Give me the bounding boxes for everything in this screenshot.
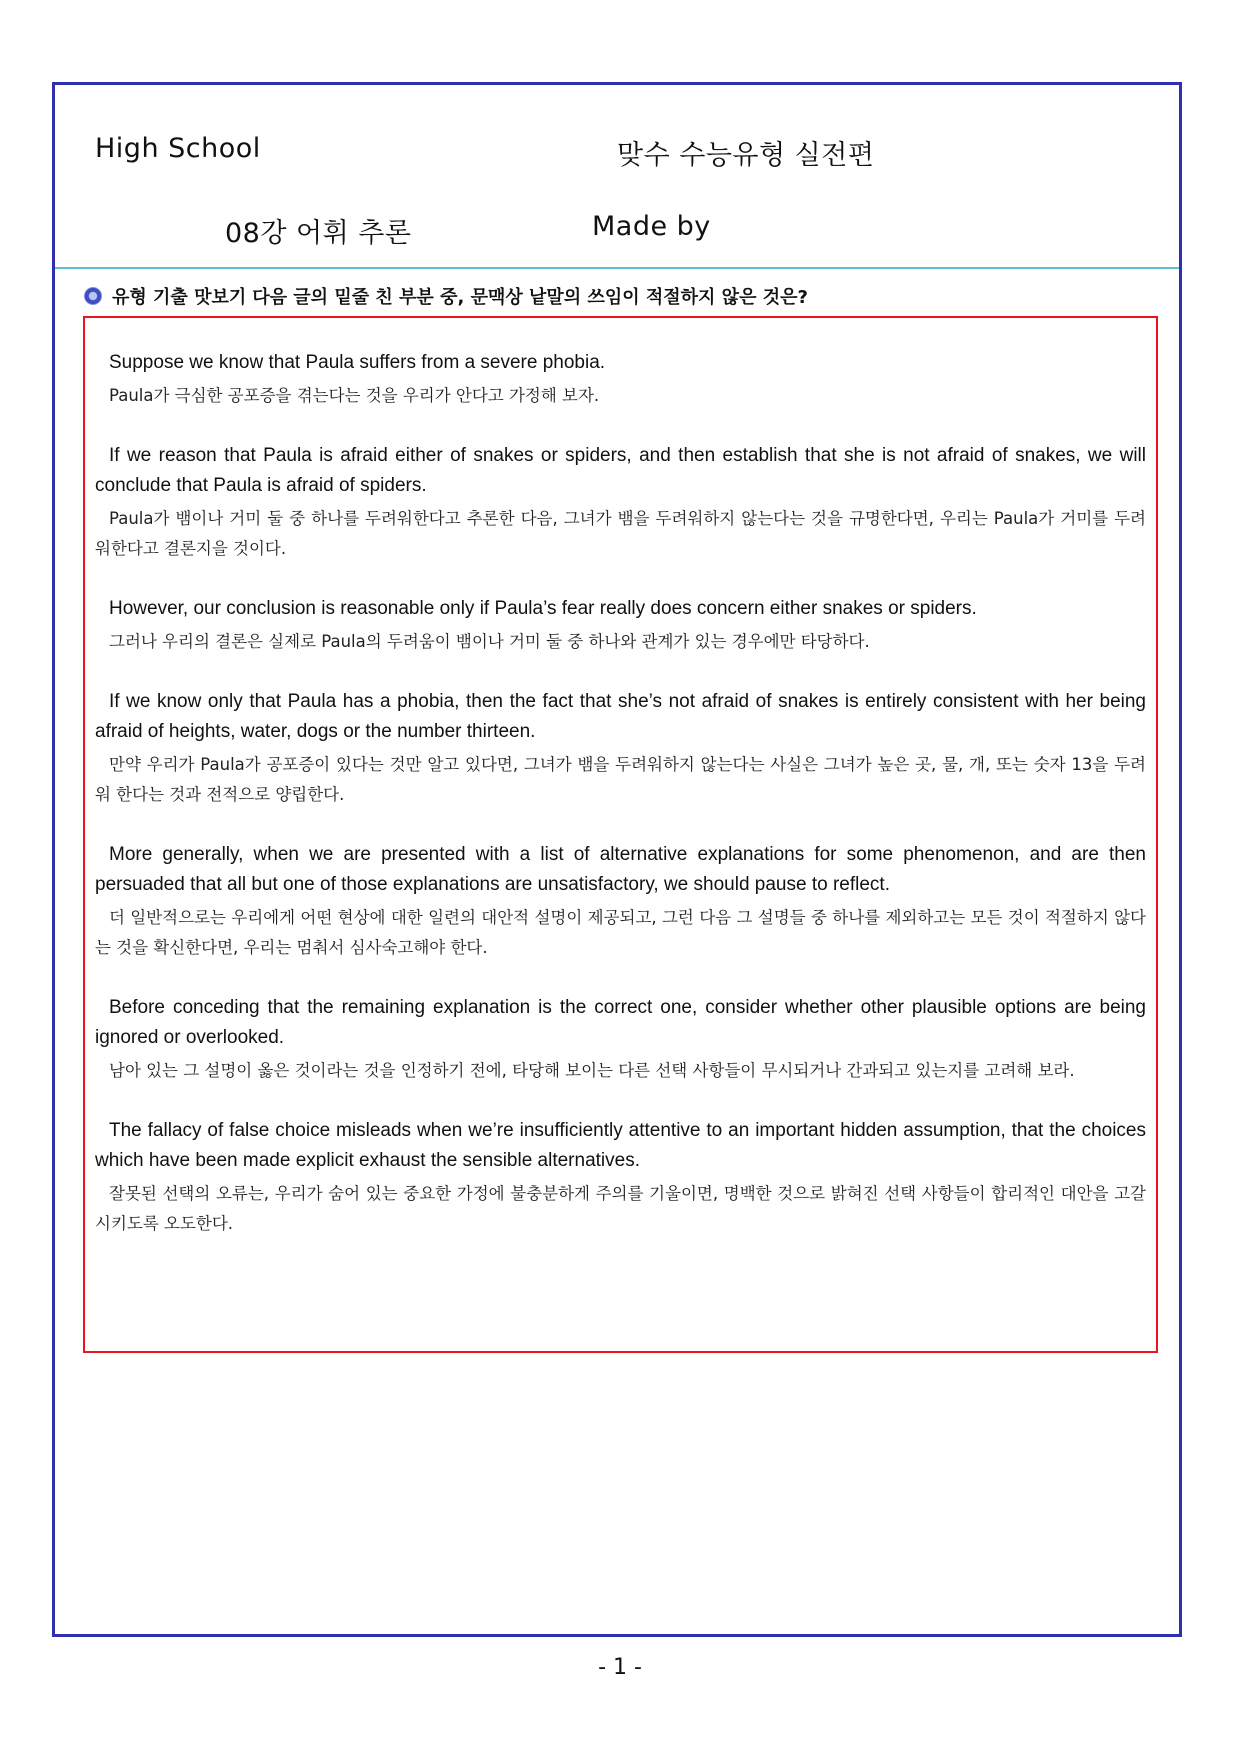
page-number: - 1 - [598, 1655, 642, 1680]
instruction-line [84, 283, 808, 309]
korean-translation: 잘못된 선택의 오류는, 우리가 숨어 있는 중요한 가정에 불충분하게 주의를 기울이면, 명백한 것으로 밝혀진 선택 사항들이 합리적인 대안을 고갈시키도록 오도한다. [95, 1184, 1146, 1233]
passage-sentence-pair [95, 1116, 1146, 1239]
instruction-label: 유형 기출 맛보기 [112, 287, 247, 308]
english-sentence: More generally, when we are presented with a list of alternative explanations for some phenomenon, and are then persuaded that all but one of those explanations are unsatisfactory, we should pause to reflect. [95, 844, 1146, 895]
korean-translation: Paula가 극심한 공포증을 겪는다는 것을 우리가 안다고 가정해 보자. [109, 386, 600, 405]
english-sentence: Suppose we know that Paula suffers from a severe phobia. [109, 352, 606, 373]
passage-sentence-pair [95, 594, 1146, 657]
passage-sentence-pair [95, 348, 1146, 411]
header-divider [55, 267, 1179, 269]
passage-sentence-pair [95, 840, 1146, 963]
lesson-title: 08강 어휘 추론 [225, 218, 412, 249]
bullet-circle-icon [84, 287, 102, 305]
made-by-label: Made by [592, 211, 711, 242]
korean-translation: 남아 있는 그 설명이 옳은 것이라는 것을 인정하기 전에, 타당해 보이는 다른 선택 사항들이 무시되거나 간과되고 있는지를 고려해 보라. [109, 1061, 1075, 1080]
school-label: High School [95, 133, 261, 164]
korean-translation: 그러나 우리의 결론은 실제로 Paula의 두려움이 뱀이나 거미 둘 중 하나와 관계가 있는 경우에만 타당하다. [109, 632, 870, 651]
korean-translation: 더 일반적으로는 우리에게 어떤 현상에 대한 일련의 대안적 설명이 제공되고, 그런 다음 그 설명들 중 하나를 제외하고는 모든 것이 적절하지 않다는 것을 확신한다면, 우리는 멈춰서 심사숙고해야 한다. [95, 908, 1146, 957]
korean-translation: 만약 우리가 Paula가 공포증이 있다는 것만 알고 있다면, 그녀가 뱀을 두려워하지 않는다는 사실은 그녀가 높은 곳, 물, 개, 또는 숫자 13을 두려워 한다는 것과 전적으로 양립한다. [95, 755, 1146, 804]
instruction-question: 다음 글의 밑줄 친 부분 중, 문맥상 낱말의 쓰임이 적절하지 않은 것은? [252, 287, 808, 308]
passage-box [83, 316, 1158, 1353]
passage-sentence-pair [95, 993, 1146, 1086]
english-sentence: If we reason that Paula is afraid either of snakes or spiders, and then establish that she is not afraid of snakes, we will conclude that Paula is afraid of spiders. [95, 445, 1146, 496]
series-title: 맞수 수능유형 실전편 [617, 140, 875, 171]
english-sentence: However, our conclusion is reasonable only if Paula’s fear really does concern either snakes or spiders. [109, 598, 977, 619]
passage-sentence-pair [95, 441, 1146, 564]
passage-sentence-pair [95, 687, 1146, 810]
english-sentence: The fallacy of false choice misleads when we’re insufficiently attentive to an important hidden assumption, that the choices which have been made explicit exhaust the sensible alternatives. [95, 1120, 1146, 1171]
korean-translation: Paula가 뱀이나 거미 둘 중 하나를 두려워한다고 추론한 다음, 그녀가 뱀을 두려워하지 않는다는 것을 규명한다면, 우리는 Paula가 거미를 두려워한다고 결론지을 것이다. [95, 509, 1146, 558]
page-frame [52, 82, 1182, 1637]
english-sentence: Before conceding that the remaining explanation is the correct one, consider whether other plausible options are being ignored or overlooked. [95, 997, 1146, 1048]
english-sentence: If we know only that Paula has a phobia, then the fact that she’s not afraid of snakes is entirely consistent with her being afraid of heights, water, dogs or the number thirteen. [95, 691, 1146, 742]
